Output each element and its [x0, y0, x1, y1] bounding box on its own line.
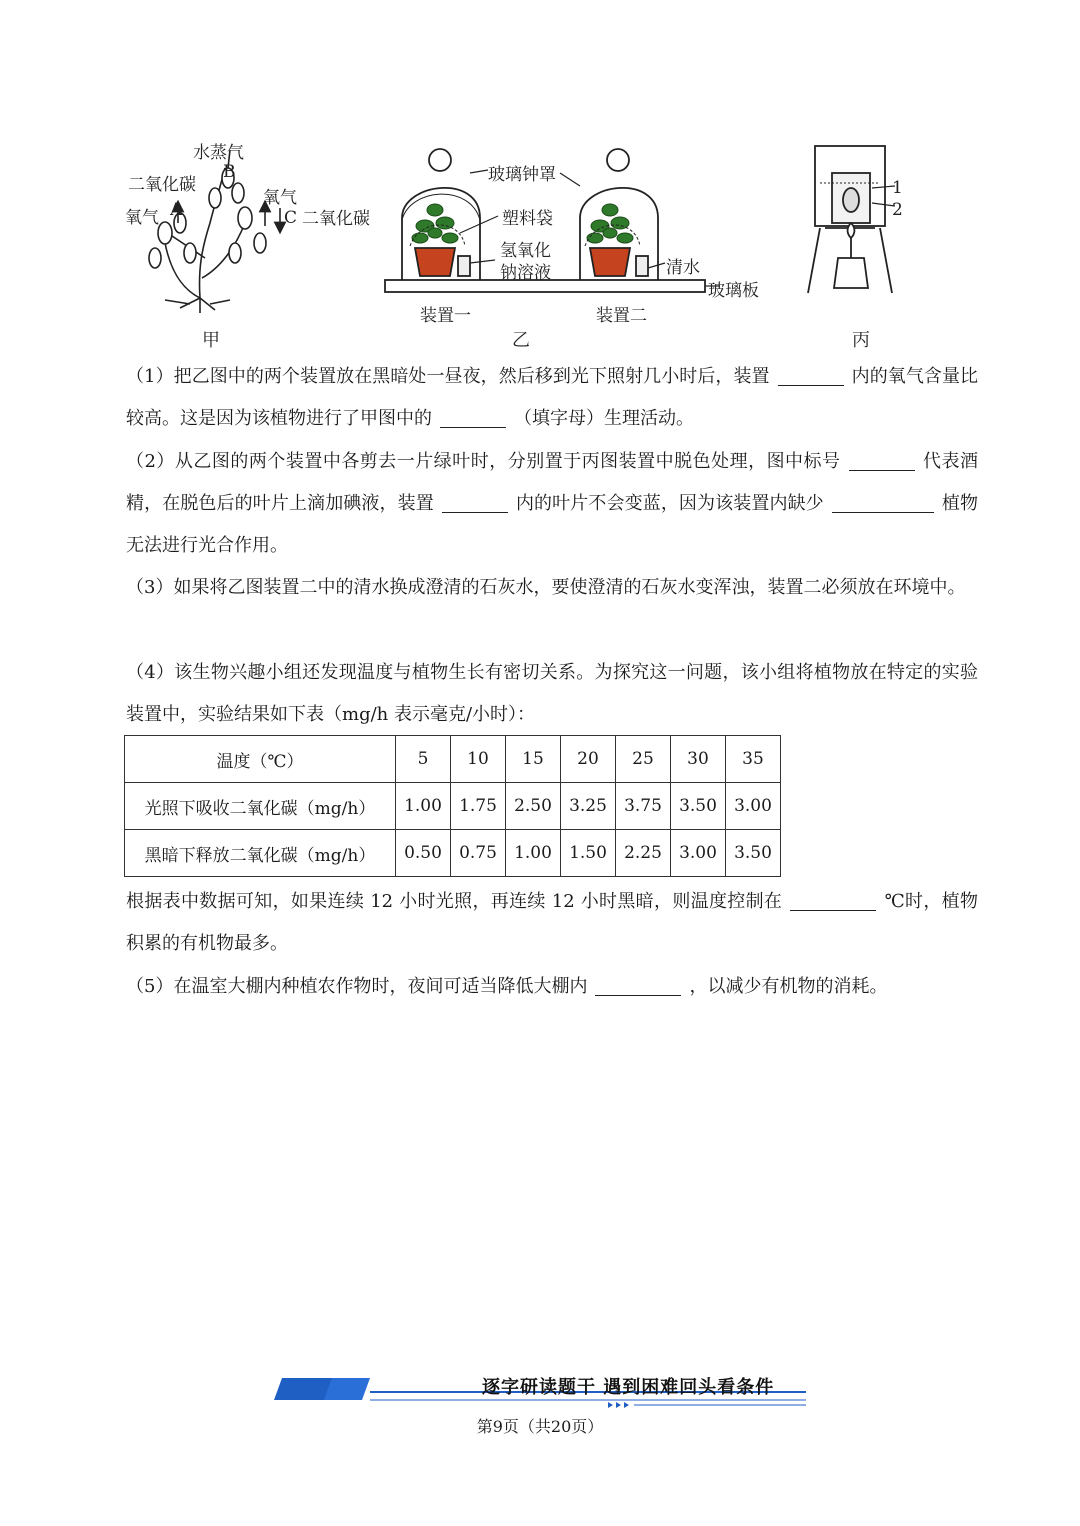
label-co2-left: 二氧化碳	[128, 175, 196, 195]
label-co2-right: 二氧化碳	[302, 209, 370, 229]
label-device-1: 装置一	[420, 306, 471, 326]
answer-blank-1a[interactable]	[778, 363, 844, 386]
label-device-2: 装置二	[596, 306, 647, 326]
footer-slogan: 逐字研读题干 遇到困难回头看条件	[482, 1377, 775, 1398]
question-3: （3）如果将乙图装置二中的清水换成澄清的石灰水，要使澄清的石灰水变浑浊，装置二必须放在环境中。	[126, 577, 966, 598]
figure-area	[120, 128, 960, 358]
answer-blank-5[interactable]	[595, 973, 681, 996]
question-4-conclusion: 根据表中数据可知，如果连续 12 小时光照，再连续 12 小时黑暗，则温度控制在 ℃时，植物积累的有机物最多。	[126, 881, 978, 965]
label-B: B	[223, 162, 236, 182]
label-naoh-1: 氢氧化	[500, 241, 551, 261]
label-naoh-2: 钠溶液	[500, 263, 551, 283]
label-plastic-bag: 塑料袋	[502, 209, 553, 229]
label-2: 2	[892, 200, 903, 220]
label-A: A	[170, 200, 183, 220]
question-5: （5）在温室大棚内种植农作物时，夜间可适当降低大棚内 ，以减少有机物的消耗。	[126, 966, 978, 1008]
label-glass-plate: 玻璃板	[708, 281, 759, 301]
caption-bing: 丙	[852, 330, 870, 351]
label-clear-water: 清水	[666, 258, 700, 278]
label-bell-jar: 玻璃钟罩	[488, 165, 556, 185]
label-water-vapor: 水蒸气	[193, 143, 244, 163]
label-1: 1	[892, 178, 903, 198]
answer-blank-2c[interactable]	[832, 490, 934, 513]
caption-yi: 乙	[512, 330, 530, 351]
table-header-temp: 温度（℃）	[125, 736, 396, 783]
question-1: （1）把乙图中的两个装置放在黑暗处一昼夜，然后移到光下照射几小时后，装置 内的氧气含量比较高。这是因为该植物进行了甲图中的 （填字母）生理活动。	[126, 356, 978, 440]
table-row-temperature: 温度（℃） 5 10 15 20 25 30 35	[125, 736, 781, 783]
caption-jia: 甲	[202, 330, 220, 351]
alcohol-lamp	[834, 258, 868, 288]
label-oxygen-left: 氧气	[125, 208, 159, 228]
question-4: （4）该生物兴趣小组还发现温度与植物生长有密切关系。为探究这一问题，该小组将植物放在特定的实验装置中，实验结果如下表（mg/h 表示毫克/小时）：	[126, 662, 978, 725]
label-C: C	[284, 208, 298, 228]
table-row-light-absorb: 光照下吸收二氧化碳（mg/h） 1.00 1.75 2.50 3.25 3.75 3.50 3.00	[125, 783, 781, 830]
answer-blank-2a[interactable]	[849, 448, 915, 471]
answer-blank-4[interactable]	[790, 888, 876, 911]
page-number: 第9页（共20页）	[476, 1417, 604, 1436]
pot-1	[415, 248, 455, 276]
table-row-dark-release: 黑暗下释放二氧化碳（mg/h） 0.50 0.75 1.00 1.50 2.25 3.00 3.50	[125, 830, 781, 877]
label-oxygen-right: 氧气	[263, 188, 297, 208]
pot-2	[590, 248, 630, 276]
answer-blank-2b[interactable]	[442, 490, 508, 513]
answer-blank-1b[interactable]	[440, 405, 506, 428]
decolorize-apparatus-bing	[808, 146, 895, 293]
question-2: （2）从乙图的两个装置中各剪去一片绿叶时，分别置于丙图装置中脱色处理，图中标号 代表酒精，在脱色后的叶片上滴加碘液，装置 内的叶片不会变蓝，因为该装置内缺少 植物无法进行光合作用。	[126, 441, 978, 567]
temperature-data-table	[124, 735, 781, 877]
